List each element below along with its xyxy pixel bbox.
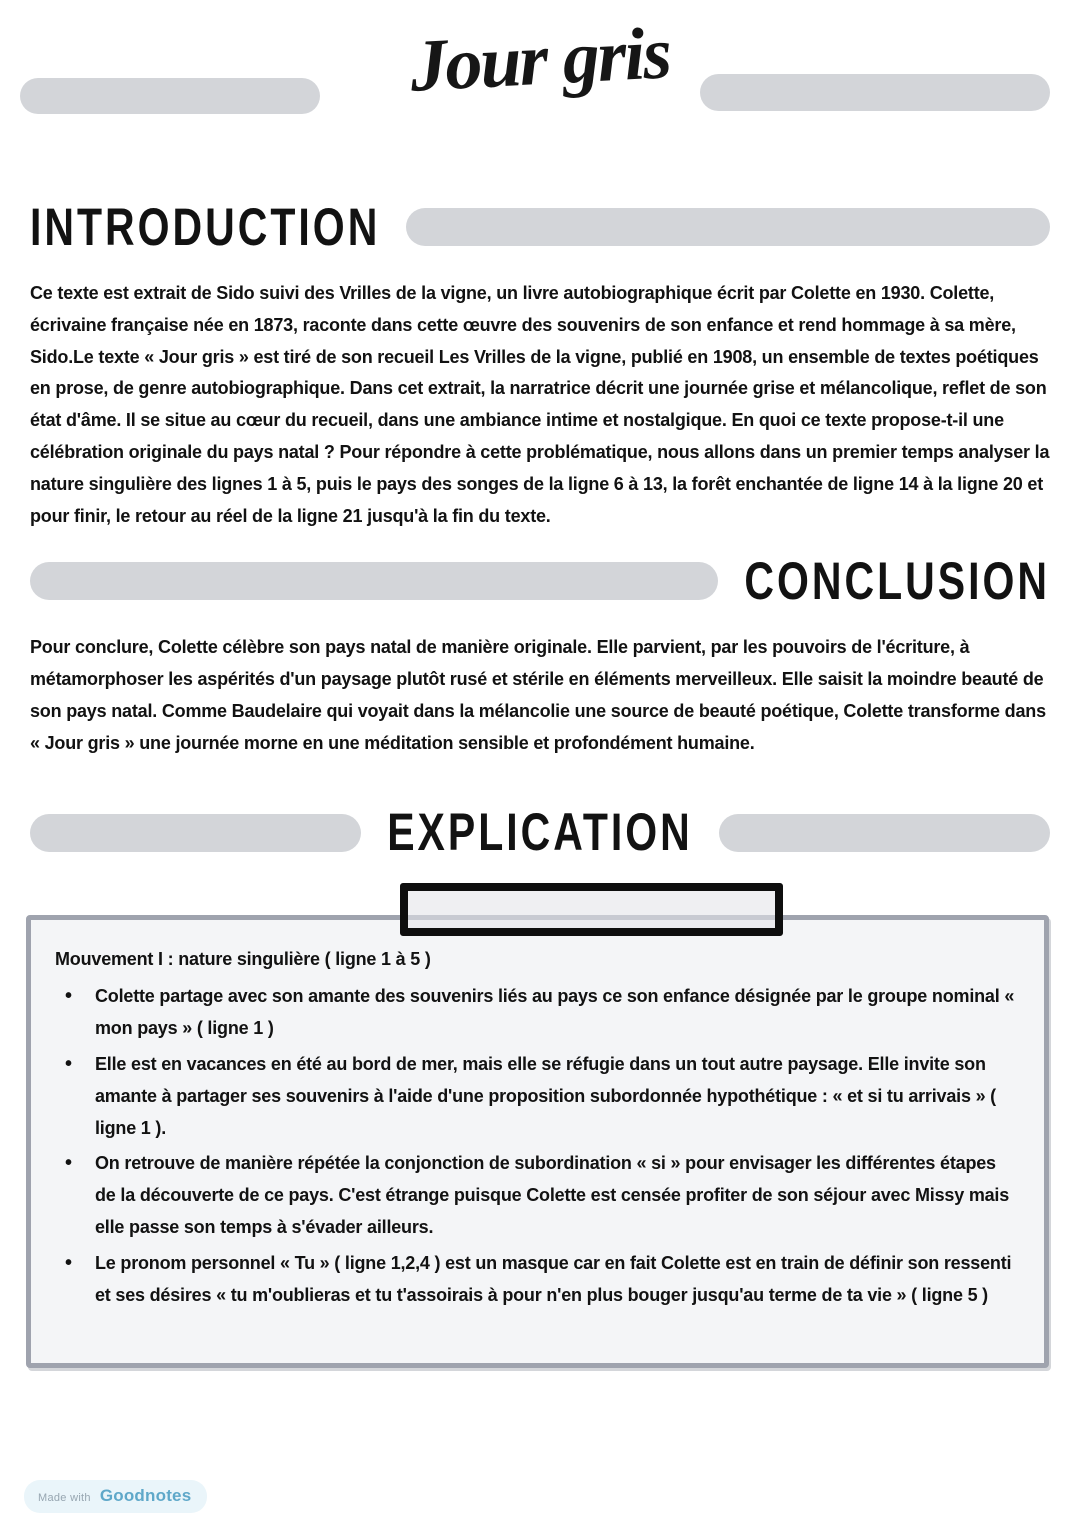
movement-title: Mouvement I : nature singulière ( ligne 1 à 5 ) [55,948,431,969]
introduction-heading: INTRODUCTION [30,196,381,256]
bullet-item: • Colette partage avec son amante des souvenirs liés au pays ce son enfance désignée par le groupe nominal « mon pays » ( ligne 1 ) [55,981,1016,1045]
explication-highlight-bar-left [30,814,361,852]
introduction-highlight-bar [406,208,1050,246]
goodnotes-badge[interactable] [24,1480,207,1513]
conclusion-heading: CONCLUSION [744,551,1050,611]
bullet-item: • On retrouve de manière répétée la conjonction de subordination « si » pour envisager les différentes étapes de la découverte de ce pays. C'est étrange puisque Colette est censée profiter de son séjour avec Missy mais elle passe son temps à s'évader ailleurs. [55,1148,1016,1243]
explication-box [26,915,1049,1368]
title-row [0,0,1080,172]
conclusion-paragraph: Pour conclure, Colette célèbre son pays natal de manière originale. Elle parvient, par les pouvoirs de l'écriture, à métamorphoser les aspérités d'un paysage plutôt rusé et stérile en éléments merveilleux. Elle saisit la moindre beauté de son pays natal. Comme Baudelaire qui voyait dans la mélancolie une source de beauté poétique, Colette transforme dans « Jour gris » une journée morne en une méditation sensible et profondément humaine. [30,637,1046,753]
explication-heading: EXPLICATION [387,802,693,862]
introduction-paragraph: Ce texte est extrait de Sido suivi des Vrilles de la vigne, un livre autobiographique écrit par Colette en 1930. Colette, écrivaine française née en 1873, raconte dans cette œuvre des souvenirs de son enfance et rend hommage à sa mère, Sido.Le texte « Jour gris » est tiré de son recueil Les Vrilles de la vigne, publié en 1908, un ensemble de textes poétiques en prose, de genre autobiographique. Dans cet extrait, la narratrice décrit une journée grise et mélancolique, reflet de son état d'âme. Il se situe au cœur du recueil, dans une ambiance intime et nostalgique. En quoi ce texte propose-t-il une célébration originale du pays natal ? Pour répondre à cette problématique, nous allons dans un premier temps analyser la nature singulière des lignes 1 à 5, puis le pays des songes de la ligne 6 à 13, la forêt enchantée de ligne 14 à la ligne 20 et pour finir, le retour au réel de la ligne 21 jusqu'à la fin du texte. [30,283,1050,526]
conclusion-heading-row [0,551,1080,611]
page-title: Jour gris [408,12,672,108]
empty-outline-box [400,883,783,936]
conclusion-highlight-bar [30,562,718,600]
title-highlight-bar-right [700,74,1050,111]
title-highlight-bar-left [20,78,320,114]
introduction-heading-row [0,196,1080,256]
made-with-label: Made with [38,1492,91,1504]
bullet-item: • Elle est en vacances en été au bord de mer, mais elle se réfugie dans un tout autre paysage. Elle invite son amante à partager ses souvenirs à l'aide d'une proposition subordonnée hypothétique : « et si tu arrivais » ( ligne 1 ). [55,1049,1016,1144]
explication-bullet-list [55,981,1016,1311]
explication-heading-row [0,802,1080,862]
explication-highlight-bar-right [719,814,1050,852]
goodnotes-brand-label: Goodnotes [99,1486,192,1505]
bullet-item: • Le pronom personnel « Tu » ( ligne 1,2,4 ) est un masque car en fait Colette est en train de définir son ressenti et ses désires « tu m'oublieras et tu t'assoirais à pour n'en plus bouger jusqu'au terme de ta vie » ( ligne 5 ) [55,1248,1016,1312]
